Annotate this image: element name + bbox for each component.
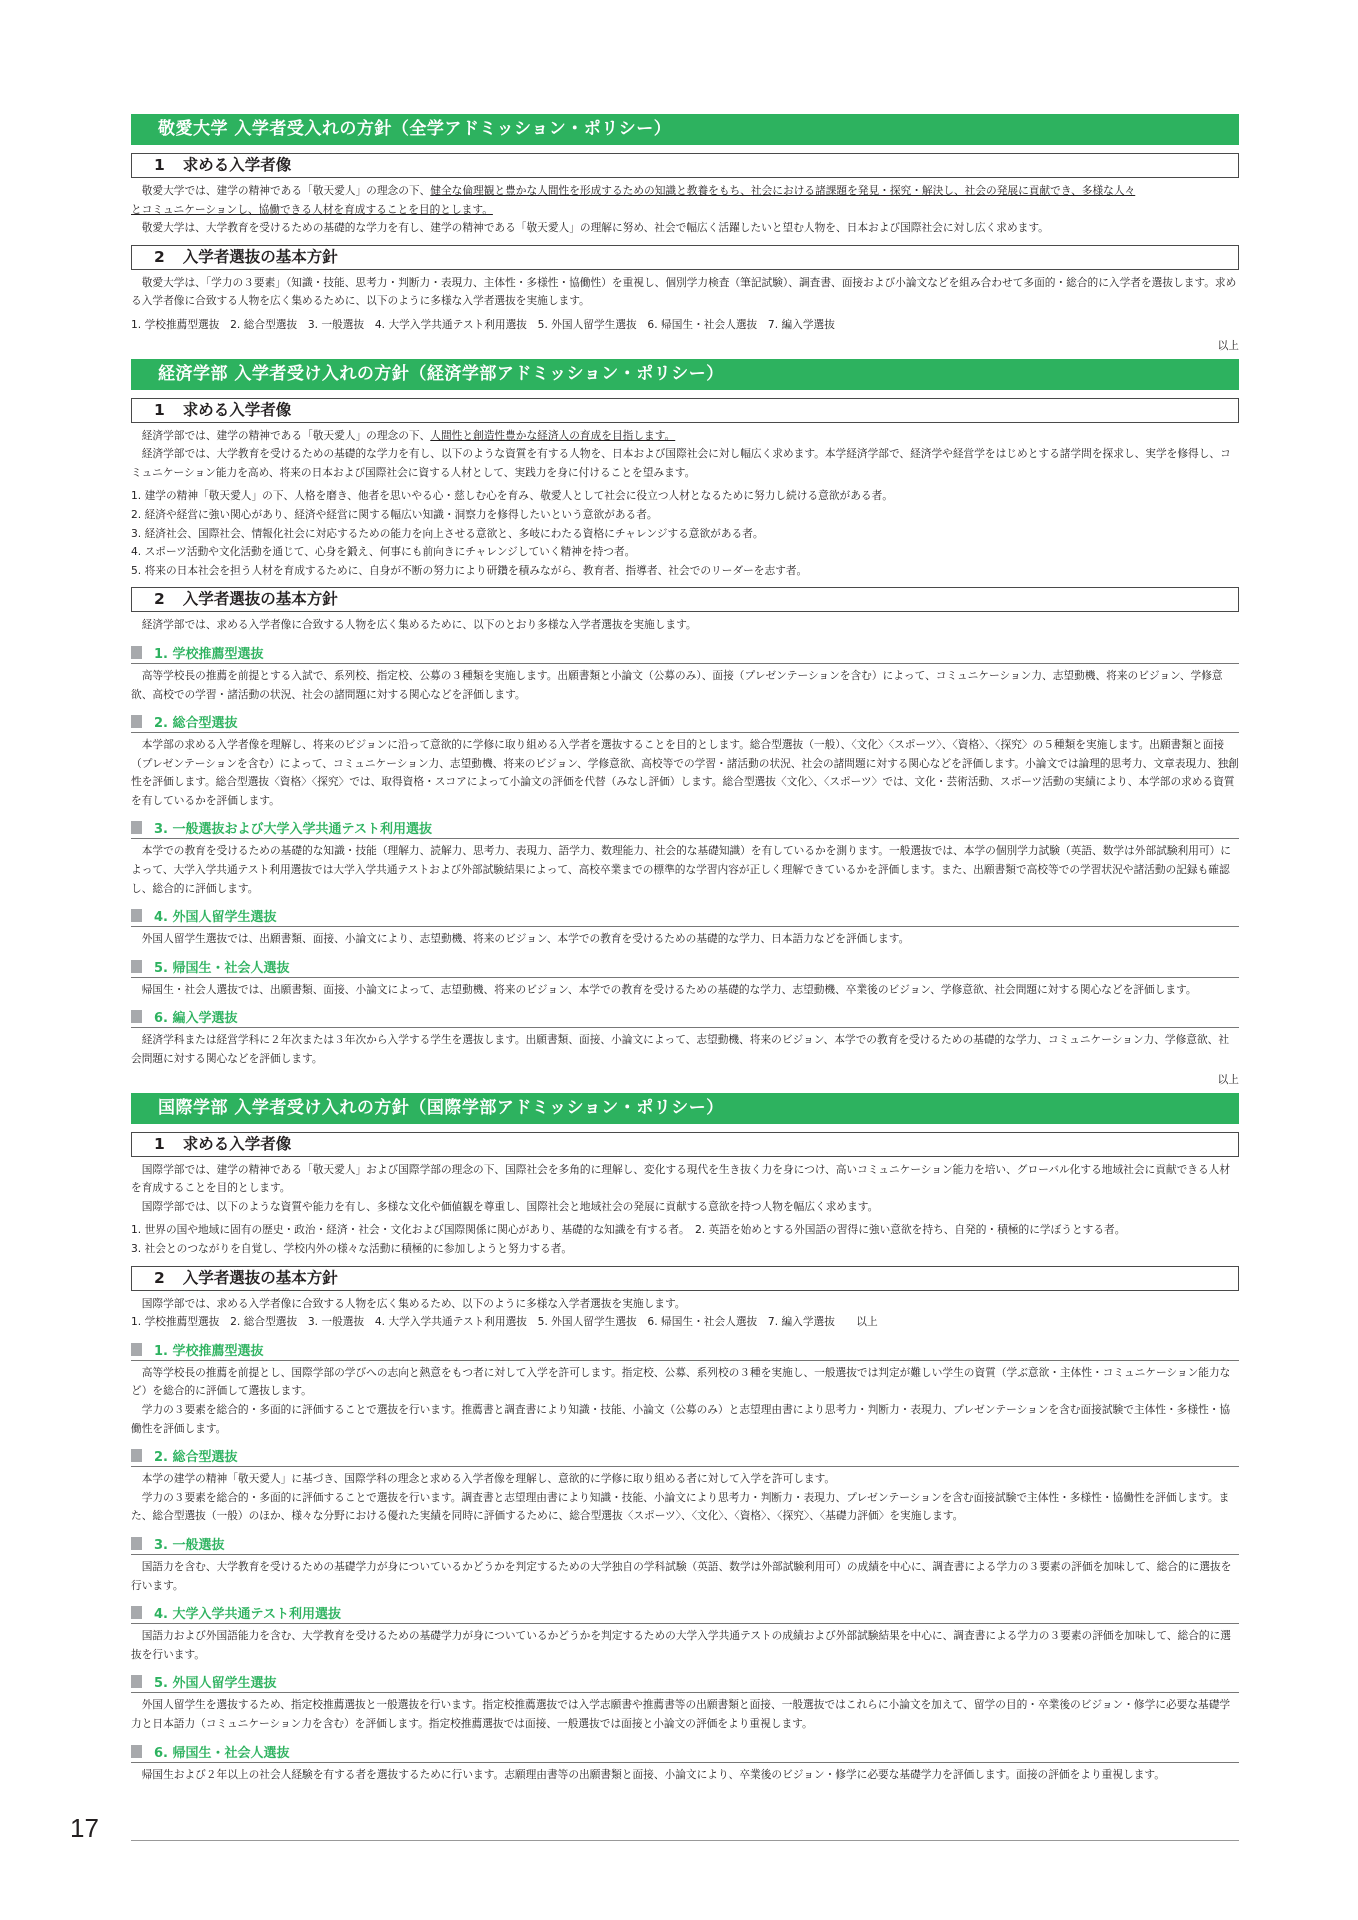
list-item: 4. スポーツ活動や文化活動を通じて、心身を鍛え、何事にも前向きにチャレンジしていく精神を持つ者。 [131,545,636,559]
international-returnee-text: 帰国生および２年以上の社会人経験を有する者を選抜するために行います。志願理由書等の出願書類と面接、小論文により、卒業後のビジョン・修学に必要な基礎学力を評価します。面接の評価をより重視します。 [141,1767,1165,1781]
section-number: 2 [154,1268,165,1287]
subheading-title: 6. 編入学選抜 [154,1011,238,1027]
square-bullet-icon [131,821,142,834]
list-item: 2. 経済や経営に強い関心があり、経済や経営に関する幅広い知識・洞察力を修得したいという意欲がある者。 [131,507,658,521]
list-item: 1. 世界の国や地域に固有の歴史・政治・経済・社会・文化および国際関係に関心があり、基礎的な知識を有する者。 2. 英語を始めとする外国語の習得に強い意欲を持ち、自発的・積極的に学ぼうとする者。 [131,1223,1126,1237]
international-subheading-returnee [131,1741,1239,1763]
subheading-title: 4. 大学入学共通テスト利用選抜 [154,1607,341,1623]
international-section-1-paragraph: 国際学部では、建学の精神である「敬天愛人」および国際学部の理念の下、国際社会を多角的に理解し、変化する現代を生き抜く力を身につけ、高いコミュニケーション能力を培い、グローバル化する地域社会に貢献できる人材を育成することを目的とします。 [131,1162,1231,1195]
university-section-1-paragraph [131,182,1239,219]
bottom-rule [131,1840,1239,1841]
international-subheading-international-students [131,1671,1239,1693]
square-bullet-icon [131,1675,142,1688]
economics-comprehensive-text: 本学部の求める入学者像を理解し、将来のビジョンに沿って意欲的に学修に取り組める入学者を選抜することを目的とします。総合型選抜（一般）、〈文化〉〈スポーツ〉、〈資格〉、〈探究〉の５種類を実施します。出願書類と面接（プレゼンテーションを含む）によって、コミュニケーション力、志望動機、将来のビジョン、学修意欲、高校等での学習・諸活動の状況、社会の諸問題に対する関心などを評価します。小論文では論理的思考力、文章表現力、独創性を評価します。総合型選抜〈資格〉〈探究〉では、取得資格・スコアによって小論文の評価を代替（みなし評価）します。総合型選抜〈文化〉、〈スポーツ〉では、文化・芸術活動、スポーツ活動の実績により、本学部の求める資質を有しているかを評価します。 [131,738,1239,807]
international-general-text: 国語力を含む、大学教育を受けるための基礎学力が身についているかどうかを判定するための大学独自の学科試験（英語、数学は外部試験利用可）の成績を中心に、調査書による学力の３要素の評価を加味して、総合的に選抜を行います。 [131,1559,1232,1592]
square-bullet-icon [131,715,142,728]
economics-subheading-comprehensive [131,711,1239,733]
economics-section-1-heading [131,398,1239,423]
subheading-title: 4. 外国人留学生選抜 [154,910,277,926]
international-recommendation-text-1: 高等学校長の推薦を前提とし、国際学部の学びへの志向と熱意をもつ者に対して入学を許可します。指定校、公募、系列校の３種を実施し、一般選抜では判定が難しい学生の資質（学ぶ意欲・主体性・コミュニケーション能力など）を総合的に評価して選抜します。 [131,1365,1231,1398]
subheading-title: 5. 帰国生・社会人選抜 [154,960,290,976]
square-bullet-icon [131,1449,142,1462]
section-title: 求める入学者像 [182,156,292,174]
underlined-text: とコミュニケーションし、協働できる人材を育成することを目的とします。 [131,202,493,216]
section-number: 1 [154,400,165,419]
square-bullet-icon [131,1606,142,1619]
international-international-students-text: 外国人留学生を選抜するため、指定校推薦選抜と一般選抜を行います。指定校推薦選抜では入学志願書や推薦書等の出願書類と面接、一般選抜ではこれらに小論文を加えて、留学の目的・卒業後のビジョン・修学に必要な基礎学力と日本語力（コミュニケーション力を含む）を評価します。指定校推薦選抜では面接、一般選抜では面接と小論文の評価をより重視します。 [131,1698,1231,1730]
section-number: 2 [154,590,165,609]
square-bullet-icon [131,1343,142,1356]
square-bullet-icon [131,1745,142,1758]
underlined-text: 健全な倫理観と豊かな人間性を形成するための知識と教養をもち、社会における諸課題を発見・探究・解決し、社会の発展に貢献でき、多様な人々 [430,184,1136,197]
section-number: 1 [154,1134,165,1153]
section-number: 1 [154,156,165,174]
economics-section-2-intro: 経済学部では、求める入学者像に合致する人物を広く集めるために、以下のとおり多様な入学者選抜を実施します。 [141,618,697,632]
subheading-title: 1. 学校推薦型選抜 [154,1343,264,1359]
subheading-title: 6. 帰国生・社会人選抜 [154,1745,290,1761]
square-bullet-icon [131,1010,142,1023]
university-section-1-heading [131,153,1239,178]
page-number: 17 [70,1813,99,1843]
list-item: 3. 経済社会、国際社会、情報化社会に対応するための能力を向上させる意欲と、多岐にわたる資格にチャレンジする意欲がある者。 [131,526,764,540]
subheading-title: 2. 総合型選抜 [154,716,238,732]
international-common-test-text: 国語力および外国語能力を含む、大学教育を受けるための基礎学力が身についているかどうかを判定するための大学入学共通テストの成績および外部試験結果を中心に、調査書による学力の３要素の評価を加味して、総合的に選抜を行います。 [131,1629,1231,1661]
section-title: 入学者選抜の基本方針 [182,247,338,266]
university-section-2-heading [131,245,1239,270]
page-content [131,110,1239,1784]
end-mark: 以上 [1217,1072,1239,1086]
list-item: 5. 将来の日本社会を担う人材を育成するために、自身が不断の努力により研鑽を積みながら、教育者、指導者、社会でのリーダーを志す者。 [131,563,808,577]
economics-subheading-recommendation [131,642,1239,664]
economics-returnee-text: 帰国生・社会人選抜では、出願書類、面接、小論文によって、志望動機、将来のビジョン、本学での教育を受けるための基礎的な学力、志望動機、卒業後のビジョン、学修意欲、社会問題に対する関心などを評価します。 [141,982,1197,996]
section-title: 入学者選抜の基本方針 [182,1268,338,1287]
paragraph-text: 経済学部では、建学の精神である「敬天愛人」の理念の下、 [141,428,431,442]
square-bullet-icon [131,646,142,659]
economics-subheading-general [131,817,1239,839]
paragraph-text: 敬愛大学では、建学の精神である「敬天愛人」の理念の下、 [141,184,431,197]
economics-section-1-paragraph-2: 経済学部では、大学教育を受けるための基礎的な学力を有し、以下のような資質を有する人物を、日本および国際社会に対し幅広く求めます。本学経済学部で、経済学や経営学をはじめとする諸学問を探求し、実学を修得し、コミュニケーション能力を高め、将来の日本および国際社会に資する人材として、実践力を身に付けることを望みます。 [131,447,1231,479]
university-section-1-paragraph-2: 敬愛大学は、大学教育を受けるための基礎的な学力を有し、建学の精神である「敬天愛人」の理解に努め、社会で幅広く活躍したいと望む人物を、日本および国際社会に対し広く求めます。 [141,221,1049,235]
international-subheading-general [131,1533,1239,1555]
square-bullet-icon [131,960,142,973]
section-title: 求める入学者像 [182,1134,292,1153]
section-number: 2 [154,247,165,266]
international-comprehensive-text-2: 学力の３要素を総合的・多面的に評価することで選抜を行います。調査書と志望理由書により知識・技能、小論文により思考力・判断力・表現力、プレゼンテーションを含む面接試験で主体性・多様性・協働性を評価します。また、総合型選抜（一般）のほか、様々な分野における優れた実績を同時に評価するために、総合型選抜〈スポーツ〉、〈文化〉、〈資格〉、〈探究〉、〈基礎力評価〉を実施します。 [131,1490,1230,1523]
end-mark: 以上 [1217,338,1239,352]
international-comprehensive-text-1: 本学の建学の精神「敬天愛人」に基づき、国際学科の理念と求める入学者像を理解し、意欲的に学修に取り組める者に対して入学を許可します。 [141,1472,836,1486]
economics-section-2-heading [131,587,1239,612]
international-subheading-recommendation [131,1339,1239,1361]
section-title: 求める入学者像 [182,400,292,419]
economics-policy-banner: 経済学部 入学者受け入れの方針（経済学部アドミッション・ポリシー） [131,359,1239,390]
university-policy-banner: 敬愛大学 入学者受入れの方針（全学アドミッション・ポリシー） [131,114,1239,145]
subheading-title: 5. 外国人留学生選抜 [154,1676,277,1692]
subheading-title: 2. 総合型選抜 [154,1450,238,1466]
square-bullet-icon [131,1537,142,1550]
international-section-2-intro: 国際学部では、求める入学者像に合致する人物を広く集めるため、以下のように多様な入学者選抜を実施します。 [141,1296,686,1310]
international-section-1-paragraph-2: 国際学部では、以下のような資質や能力を有し、多様な文化や価値観を尊重し、国際社会と地域社会の発展に貢献する意欲を持つ人物を幅広く求めます。 [141,1199,879,1213]
section-title: 入学者選抜の基本方針 [182,590,338,609]
economics-section-1-paragraph [131,427,1239,446]
international-selection-methods: 1. 学校推薦型選抜 2. 総合型選抜 3. 一般選抜 4. 大学入学共通テスト利用選抜 5. 外国人留学生選抜 6. 帰国生・社会人選抜 7. 編入学選抜 以上 [131,1315,878,1329]
international-subheading-comprehensive [131,1445,1239,1467]
economics-subheading-international-students [131,905,1239,927]
economics-international-students-text: 外国人留学生選抜では、出願書類、面接、小論文により、志望動機、将来のビジョン、本学での教育を受けるための基礎的な学力、日本語力などを評価します。 [141,932,910,946]
subheading-title: 3. 一般選抜および大学入学共通テスト利用選抜 [154,822,432,838]
economics-subheading-transfer [131,1006,1239,1028]
underlined-text: 人間性と創造性豊かな経済人の育成を目指します。 [430,428,676,442]
economics-transfer-text: 経済学科または経営学科に２年次または３年次から入学する学生を選抜します。出願書類、面接、小論文によって、志望動機、将来のビジョン、本学での教育を受けるための基礎的な学力、コミュニケーション力、学修意欲、社会問題に対する関心などを評価します。 [131,1033,1230,1066]
university-selection-methods: 1. 学校推薦型選抜 2. 総合型選抜 3. 一般選抜 4. 大学入学共通テスト利用選抜 5. 外国人留学生選抜 6. 帰国生・社会人選抜 7. 編入学選抜 [131,317,835,331]
subheading-title: 3. 一般選抜 [154,1537,225,1553]
list-item: 1. 建学の精神「敬天愛人」の下、人格を磨き、他者を思いやる心・慈しむ心を育み、敬愛人として社会に役立つ人材となるために努力し続ける意欲がある者。 [131,489,893,503]
international-section-2-heading [131,1266,1239,1291]
international-section-1-heading [131,1132,1239,1157]
international-policy-banner: 国際学部 入学者受け入れの方針（国際学部アドミッション・ポリシー） [131,1093,1239,1124]
subheading-title: 1. 学校推薦型選抜 [154,646,264,662]
list-item: 3. 社会とのつながりを自覚し、学校内外の様々な活動に積極的に参加しようと努力する者。 [131,1242,573,1255]
international-requirements-list [131,1221,1239,1258]
economics-requirements-list [131,487,1239,580]
economics-recommendation-text: 高等学校長の推薦を前提とする入試で、系列校、指定校、公募の３種類を実施します。出願書類と小論文（公募のみ）、面接（プレゼンテーションを含む）によって、コミュニケーション力、志望動機、将来のビジョン、学修意欲、高校での学習・諸活動の状況、社会の諸問題に対する関心などを評価します。 [131,668,1223,701]
economics-subheading-returnee [131,956,1239,978]
international-recommendation-text-2: 学力の３要素を総合的・多面的に評価することで選抜を行います。推薦書と調査書により知識・技能、小論文（公募のみ）と志望理由書により思考力・判断力・表現力、プレゼンテーションを含む面接試験で主体性・多様性・協働性を評価します。 [131,1402,1231,1435]
university-section-2-paragraph: 敬愛大学は、「学力の３要素」（知識・技能、思考力・判断力・表現力、主体性・多様性・協働性）を重視し、個別学力検査（筆記試験）、調査書、面接および小論文などを組み合わせて多面的・総合的に入学者を選抜します。求める入学者像に合致する人物を広く集めるために、以下のように多様な入学者選抜を実施します。 [131,275,1237,308]
square-bullet-icon [131,909,142,922]
international-subheading-common-test [131,1602,1239,1624]
economics-general-text: 本学での教育を受けるための基礎的な知識・技能（理解力、読解力、思考力、表現力、語学力、数理能力、社会的な基礎知識）を有しているかを測ります。一般選抜では、本学の個別学力試験（英語、数学は外部試験利用可）によって、大学入学共通テスト利用選抜では大学入学共通テストおよび外部試験結果によって、高校卒業までの標準的な学習内容が正しく理解できているかを評価します。また、出願書類で高校等での学習状況や諸活動の記録も確認し、総合的に評価します。 [131,844,1231,895]
